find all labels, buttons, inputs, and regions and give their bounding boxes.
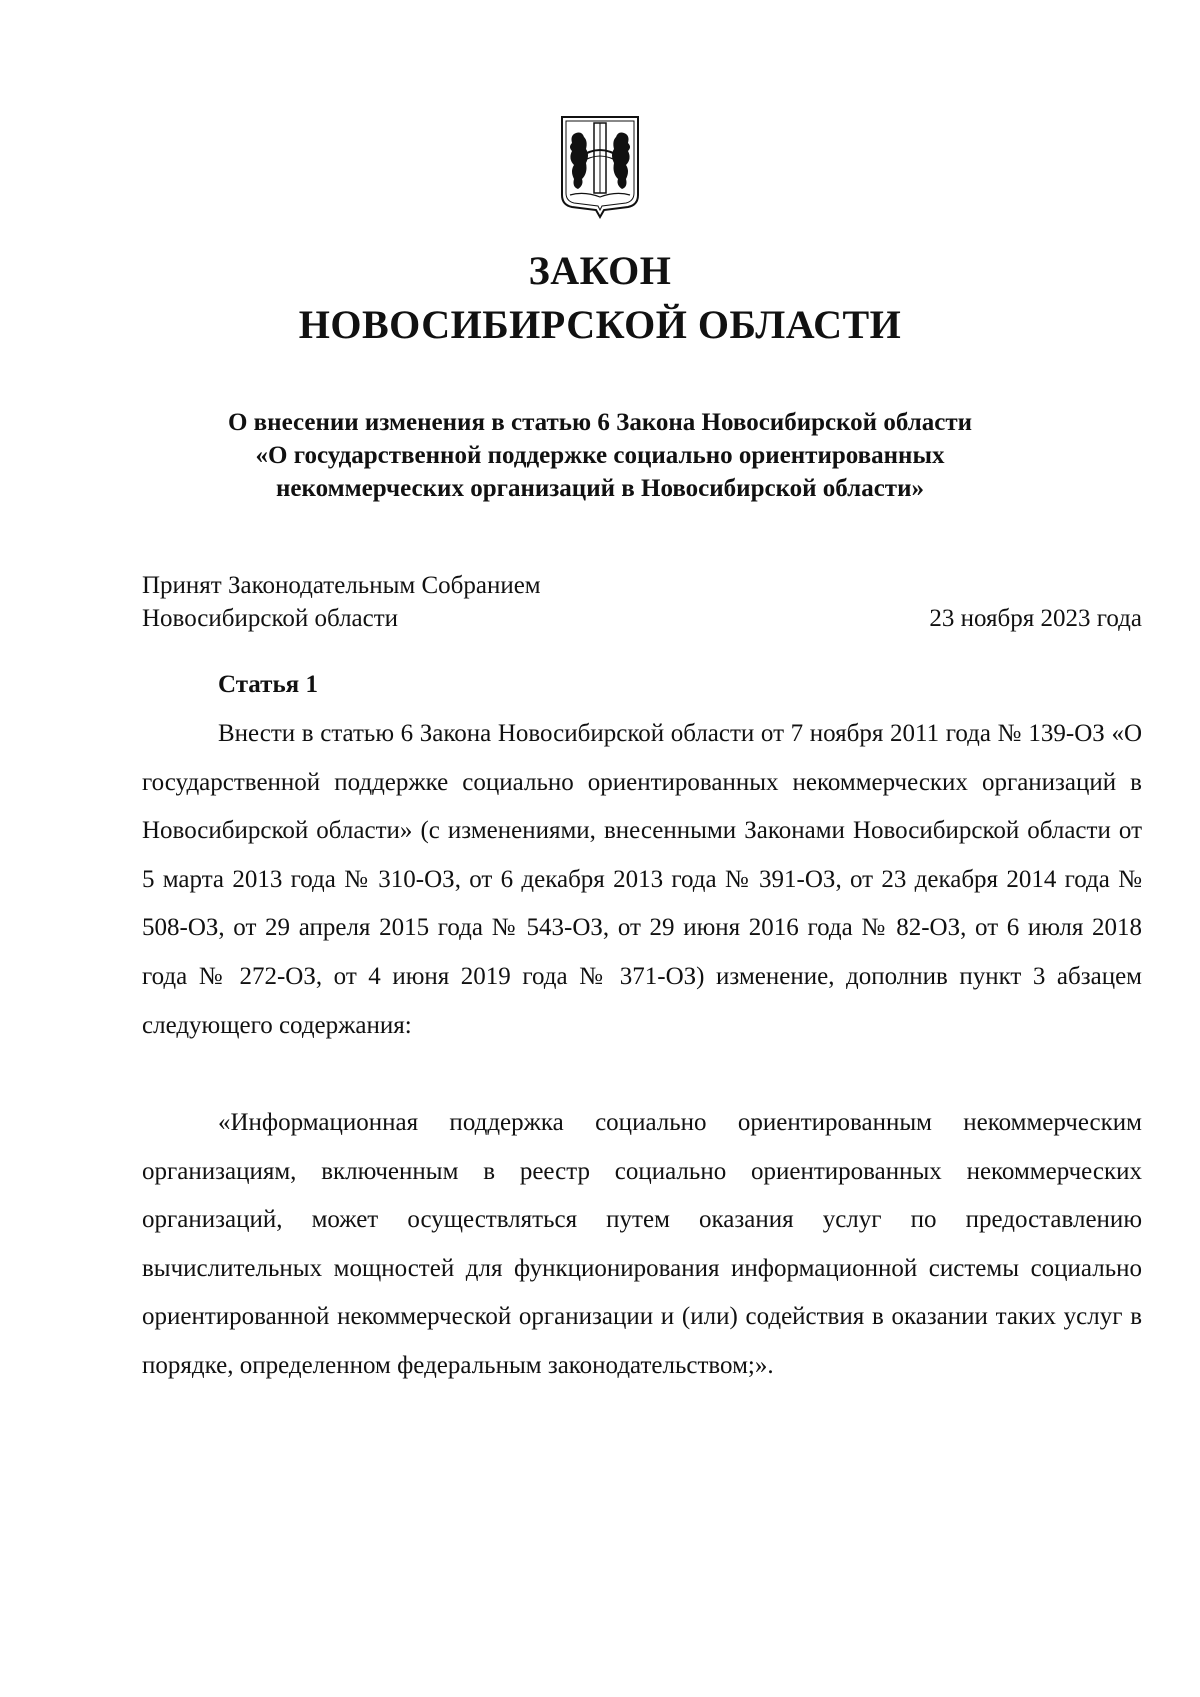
coat-of-arms-icon: [558, 113, 642, 219]
adoption-authority: [142, 569, 541, 635]
subtitle-line-3: некоммерческих организаций в Новосибирской области»: [276, 475, 924, 502]
title-line-1: ЗАКОН: [528, 248, 672, 293]
article-title: Статья 1: [218, 671, 318, 698]
document-subtitle: [0, 406, 1200, 505]
adoption-line-1: Принят Законодательным Собранием: [142, 572, 541, 599]
subtitle-line-1: О внесении изменения в статью 6 Закона Новосибирской области: [227, 409, 973, 436]
adoption-line-2: Новосибирской области: [142, 605, 399, 632]
subtitle-line-2: «О государственной поддержке социально ориентированных: [255, 442, 945, 469]
document-title: [0, 244, 1200, 352]
title-line-2: НОВОСИБИРСКОЙ ОБЛАСТИ: [298, 302, 902, 347]
adoption-date: 23 ноября 2023 года: [929, 605, 1142, 632]
article-paragraph-2: «Информационная поддержка социально ориентированным некоммерческим организациям, включенным в реестр социально ориентированных некоммерческих организаций, может осуществляться путем оказания услуг по предоставлению вычислительных мощностей для функционирования информационной системы социально ориентированной некоммерческой организации и (или) содействия в оказании таких услуг в порядке, определенном федеральным законодательством;».: [142, 1109, 1142, 1379]
article-paragraph-1: Внести в статью 6 Закона Новосибирской области от 7 ноября 2011 года № 139-ОЗ «О государственной поддержке социально ориентированных некоммерческих организаций в Новосибирской области» (с изменениями, внесенными Законами Новосибирской области от 5 марта 2013 года № 310-ОЗ, от 6 декабря 2013 года № 391-ОЗ, от 23 декабря 2014 года № 508-ОЗ, от 29 апреля 2015 года № 543-ОЗ, от 29 июня 2016 года № 82-ОЗ, от 6 июля 2018 года № 272-ОЗ, от 4 июня 2019 года № 371-ОЗ) изменение, дополнив пункт 3 абзацем следующего содержания:: [142, 720, 1142, 1039]
